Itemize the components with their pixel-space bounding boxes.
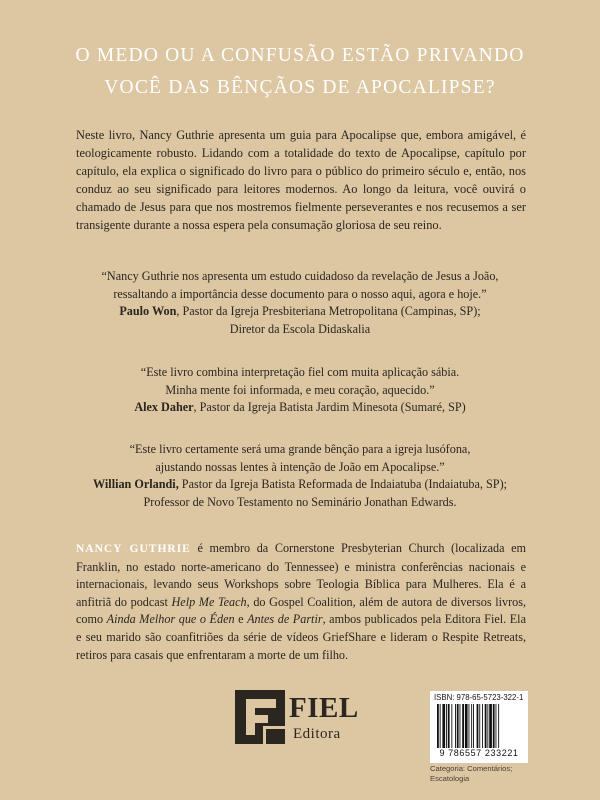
bio-text: é membro da Cornerstone Presbyterian Church (localizada em Franklin, no estado norte-americano do Tennessee) e ministra conferências nacionais e internacionais, levando seus Workshops sobre Teologia Bíblica para Mulheres. Ela é a anfitriã do podcast <box>76 541 526 609</box>
author-bio <box>76 540 526 664</box>
headline-line-1: O MEDO OU A CONFUSÃO ESTÃO PRIVANDO <box>75 45 525 66</box>
bio-book-title: Ainda Melhor que o Éden <box>106 612 235 627</box>
quote-role: , Pastor da Igreja Presbiteriana Metropolitana (Campinas, SP); <box>176 304 481 318</box>
category-label <box>430 764 540 784</box>
headline-line-2: VOCÊ DAS BÊNÇÃOS DE APOCALIPSE? <box>104 77 496 98</box>
publisher-sub: Editora <box>293 726 341 742</box>
publisher-name: FIEL <box>289 692 359 724</box>
quote-line: ressaltando a importância desse documento para o nosso aqui, agora e hoje.” <box>113 286 487 301</box>
quote-line: “Este livro certamente será uma grande bênção para a igreja lusófona, <box>129 442 471 456</box>
publisher-logo <box>233 688 393 748</box>
bio-text: e <box>234 612 248 627</box>
fiel-logo-icon <box>233 688 287 746</box>
bio-book-title: Antes de Partir <box>247 612 323 627</box>
quote-author: Willian Orlandi, <box>92 477 179 491</box>
barcode-icon <box>436 704 526 750</box>
endorsement-1 <box>50 268 550 338</box>
bio-author-name: NANCY GUTHRIE <box>76 543 191 555</box>
quote-role: Pastor da Igreja Batista Reformada de Indaiatuba (Indaiatuba, SP); <box>178 477 508 491</box>
quote-author: Paulo Won <box>119 304 177 318</box>
category-line: Escatologia <box>430 774 470 783</box>
quote-line: “Este livro combina interpretação fiel com muita aplicação sábia. <box>140 365 460 379</box>
quote-attribution <box>50 303 550 321</box>
category-line: Categoria: Comentários; <box>430 764 513 773</box>
quote-role-line: Diretor da Escola Didaskalia <box>229 321 371 336</box>
isbn-block <box>430 691 528 763</box>
quote-attribution <box>50 399 550 417</box>
endorsement-3 <box>50 441 550 511</box>
bio-text: , ambos publicados pela Editora Fiel. Ela e seu marido são coanfitriões da série de vídeos GriefShare e lideram o Respite Retreats, retiros para casais que enfrentaram a morte de um filho. <box>76 612 526 662</box>
endorsement-2 <box>50 364 550 417</box>
quote-line: “Nancy Guthrie nos apresenta um estudo cuidadoso da revelação de Jesus a João, <box>101 269 499 283</box>
isbn-label: ISBN: 978-65-5723-322-1 <box>434 693 524 702</box>
quote-line: ajustando nossas lentes à intenção de João em Apocalipse.” <box>155 459 445 474</box>
intro-paragraph: Neste livro, Nancy Guthrie apresenta um guia para Apocalipse que, embora amigável, é teologicamente robusto. Lidando com a totalidade do texto de Apocalipse, capítulo por capítulo, ela explica o significado do livro para o público do primeiro século e, então, nos conduz ao seu significado para leitores modernos. Ao longo da leitura, você ouvirá o chamado de Jesus para que nos mostremos fielmente perseverantes e nos recusemos a ser transigente durante a nossa espera pela consumação gloriosa de seu reino. <box>76 128 526 232</box>
quote-author: Alex Daher <box>134 400 194 414</box>
bio-text: , do Gospel Coalition, além de autora de diversos livros, como <box>76 594 527 627</box>
quote-attribution <box>50 476 550 494</box>
bio-podcast-title: Help Me Teach <box>171 594 247 609</box>
barcode-digits: 9 786557 233221 <box>439 748 519 758</box>
quote-role: , Pastor da Igreja Batista Jardim Minesota (Sumaré, SP) <box>193 400 466 414</box>
headline <box>0 40 600 104</box>
quote-role-line: Professor de Novo Testamento no Seminário Jonathan Edwards. <box>143 494 457 509</box>
quote-line: Minha mente foi informada, e meu coração, aquecido.” <box>165 382 435 397</box>
